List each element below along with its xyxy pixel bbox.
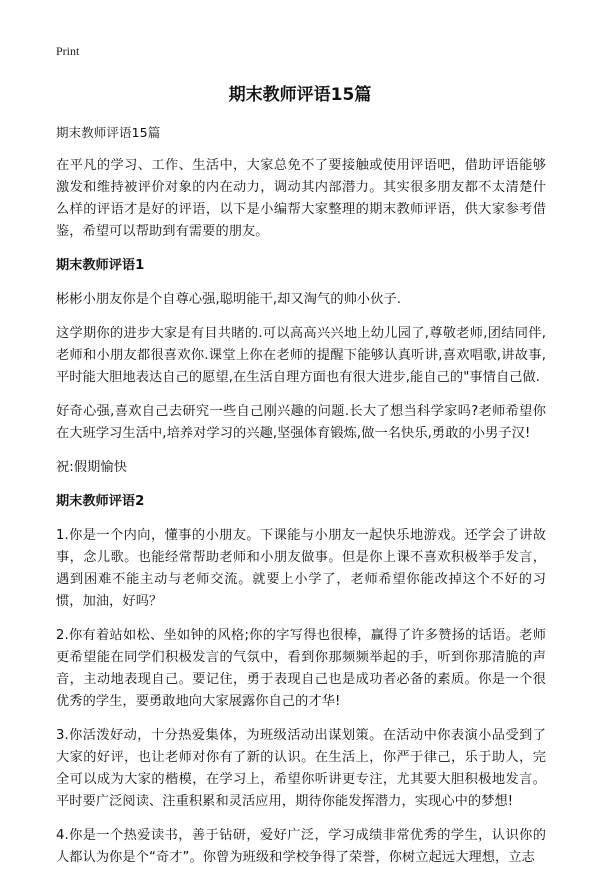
section-2-paragraph: 2.你有着站如松、坐如钟的风格;你的字写得也很棒，赢得了许多赞扬的话语。老师更希望能在同学们积极发言的气氛中，看到你那频频举起的手，听到你那清脆的声音，主动地表现自己。要记住，勇于表现自己也是成功者必备的素质。你是一个很优秀的学生，要勇敢地向大家展露你自己的才华! xyxy=(56,628,546,709)
section-1-paragraph: 好奇心强,喜欢自己去研究一些自己刚兴趣的问题.长大了想当科学家吗?老师希望你在大班学习生活中,培养对学习的兴趣,坚强体育锻炼,做一名快乐,勇敢的小男子汉! xyxy=(56,404,546,441)
section-2-paragraph: 1.你是一个内向，懂事的小朋友。下课能与小朋友一起快乐地游戏。还学会了讲故事，念儿歌。也能经常帮助老师和小朋友做事。但是你上课不喜欢积极举手发言，遇到困难不能主动与老师交流。就要上小学了，老师希望你能改掉这个不好的习惯，加油，好吗？ xyxy=(56,528,546,609)
print-label: Print xyxy=(56,44,80,58)
section-1-closing: 祝:假期愉快 xyxy=(56,460,127,475)
section-heading-1: 期末教师评语1 xyxy=(56,258,145,273)
document-subtitle: 期末教师评语15篇 xyxy=(56,125,161,140)
section-heading-2: 期末教师评语2 xyxy=(56,494,145,509)
section-1-paragraph: 这学期你的进步大家是有目共睹的.可以高高兴兴地上幼儿园了,尊敬老师,团结同伴,老师和小朋友都很喜欢你.课堂上你在老师的提醒下能够认真听讲,喜欢唱歌,讲故事,平时能大胆地表达自己的愿望,在生活自理方面也有很大进步,能自己的"事情自己做. xyxy=(56,326,546,385)
intro-paragraph: 在平凡的学习、工作、生活中，大家总免不了要接触或使用评语吧，借助评语能够激发和维持被评价对象的内在动力，调动其内部潜力。其实很多朋友都不太清楚什么样的评语才是好的评语，以下是小编帮大家整理的期末教师评语，供大家参考借鉴，希望可以帮助到有需要的朋友。 xyxy=(56,158,546,239)
document-body xyxy=(56,122,546,881)
section-2-paragraph: 3.你活泼好动，十分热爱集体，为班级活动出谋划策。在活动中你表演小品受到了大家的好评，也让老师对你有了新的认识。在生活上，你严于律己，乐于助人，完全可以成为大家的楷模，在学习上，希望你听讲更专注，尤其要大胆积极地发言。平时要广泛阅读、注重积累和灵活应用，期待你能发挥潜力，实现心中的梦想! xyxy=(56,728,546,809)
section-1-paragraph: 彬彬小朋友你是个自尊心强,聪明能干,却又淘气的帅小伙子. xyxy=(56,292,402,307)
page-title: 期末教师评语15篇 xyxy=(228,85,372,105)
section-2-paragraph: 4.你是一个热爱读书，善于钻研，爱好广泛，学习成绩非常优秀的学生，认识你的人都认为你是个“奇才”。你曾为班级和学校争得了荣誉，你树立起远大理想，立志 xyxy=(56,828,546,865)
